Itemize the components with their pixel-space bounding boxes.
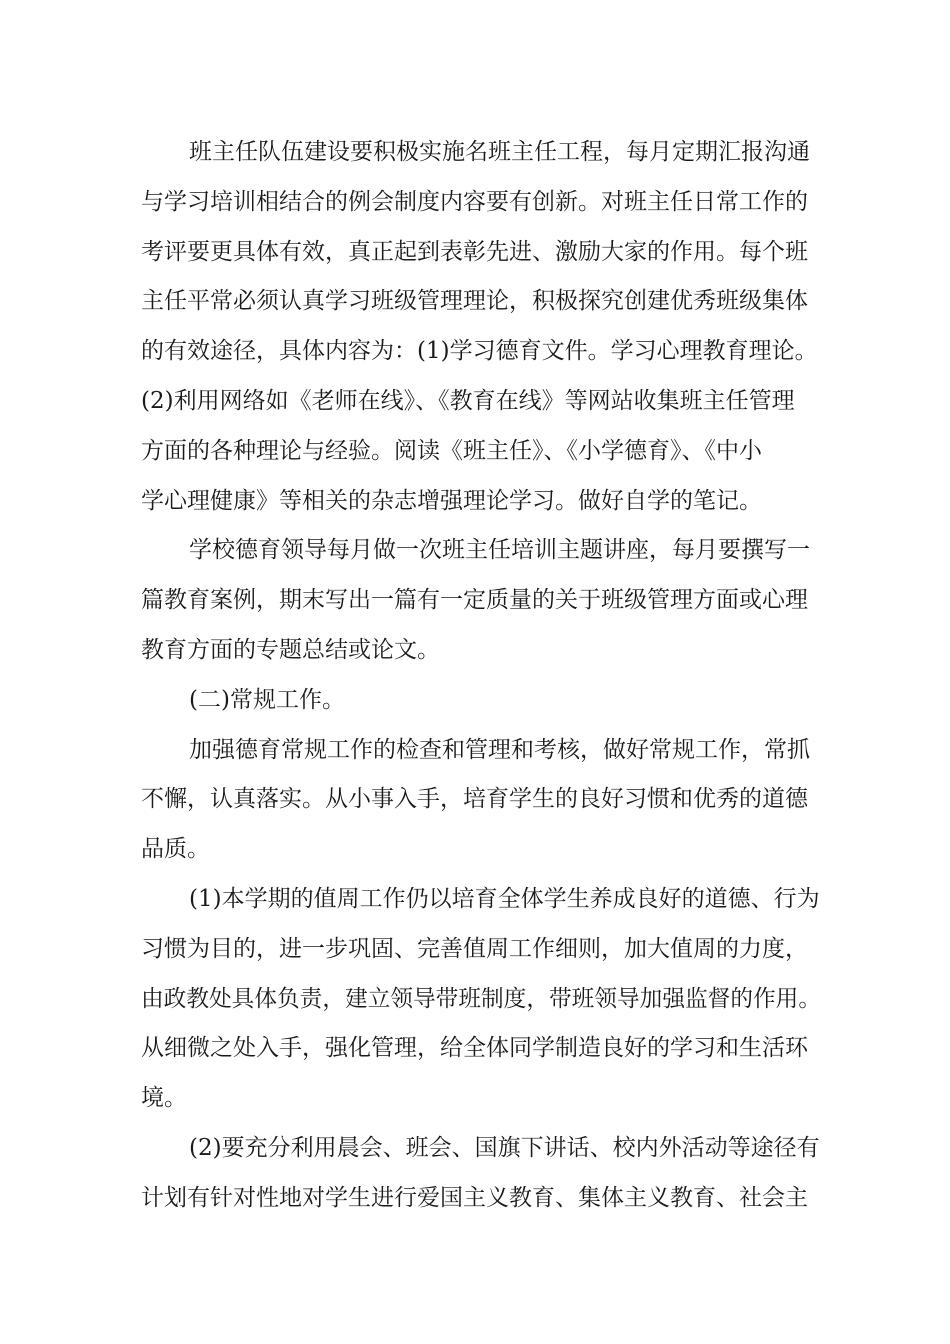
text-line: 境。: [141, 1085, 187, 1112]
text-line: 考评要更具体有效，真正起到表彰先进、激励大家的作用。每个班: [141, 238, 808, 265]
text-line: (2)利用网络如《老师在线》、《教育在线》等网站收集班主任管理: [141, 387, 795, 414]
text-line: 学心理健康》等相关的杂志增强理论学习。做好自学的笔记。: [141, 487, 762, 514]
text-line: 计划有针对性地对学生进行爱国主义教育、集体主义教育、社会主: [141, 1184, 808, 1211]
text-line: 主任平常必须认真学习班级管理理论，积极探究创建优秀班级集体: [141, 288, 808, 315]
text-line: 班主任队伍建设要积极实施名班主任工程，每月定期汇报沟通: [189, 139, 810, 165]
text-line: 品质。: [141, 836, 210, 863]
text-line: 不懈，认真落实。从小事入手，培育学生的良好习惯和优秀的道德: [141, 786, 808, 813]
text-line: 方面的各种理论与经验。阅读《班主任》、《小学德育》、《中小: [141, 437, 762, 464]
text-line: 的有效途径，具体内容为：(1)学习德育文件。学习心理教育理论。: [141, 338, 818, 365]
text-line: 学校德育领导每月做一次班主任培训主题讲座，每月要撰写一: [189, 537, 810, 564]
text-line: 教育方面的专题总结或论文。: [141, 636, 440, 663]
document-body: [141, 128, 821, 1224]
text-line: 由政教处具体负责，建立领导带班制度，带班领导加强监督的作用。: [141, 985, 821, 1012]
text-line: 从细微之处入手，强化管理，给全体同学制造良好的学习和生活环: [141, 1035, 808, 1062]
section-heading: (二)常规工作。: [189, 686, 345, 713]
text-line: (1)本学期的值周工作仍以培育全体学生养成良好的道德、行为: [189, 885, 820, 912]
text-line: 加强德育常规工作的检查和管理和考核，做好常规工作，常抓: [189, 736, 810, 763]
text-line: 与学习培训相结合的例会制度内容要有创新。对班主任日常工作的: [141, 188, 808, 215]
text-line: 习惯为目的，进一步巩固、完善值周工作细则，加大值周的力度，: [141, 935, 808, 962]
text-line: 篇教育案例，期末写出一篇有一定质量的关于班级管理方面或心理: [141, 587, 808, 614]
text-line: (2)要充分利用晨会、班会、国旗下讲话、校内外活动等途径有: [189, 1134, 820, 1161]
